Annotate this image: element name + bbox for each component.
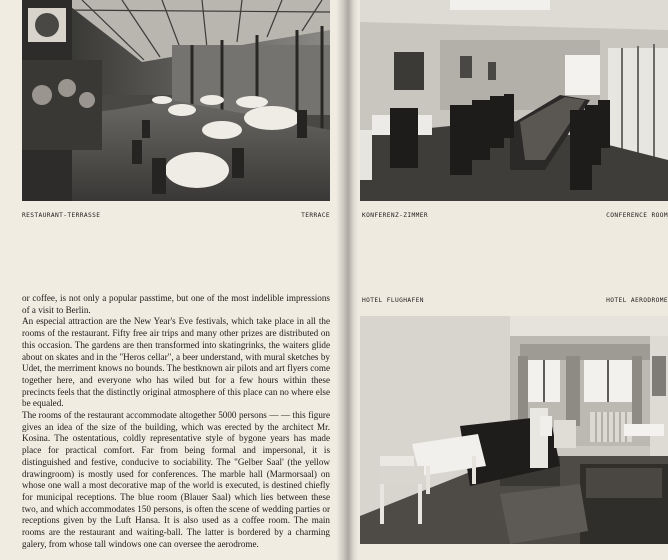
conference-room-photo: [360, 0, 668, 201]
right-page: [344, 0, 668, 560]
conference-caption-english: CONFERENCE ROOM: [606, 212, 668, 219]
article-text: [22, 293, 330, 550]
hotel-room-photo: [360, 316, 668, 544]
terrace-photo-illustration: [22, 0, 330, 201]
conference-room-illustration: [360, 0, 668, 201]
conference-caption-german: KONFERENZ-ZIMMER: [362, 212, 429, 219]
hotel-caption-german: HOTEL FLUGHAFEN: [362, 297, 424, 304]
hotel-caption-english: HOTEL AERODROME: [606, 297, 668, 304]
paragraph-2: An especial attraction are the New Year's Eve festivals, which take place in all the rooms of the restaurant. Fifty free air trips and many other prizes are distributed on this occasion. The gardens are then transformed into skatingrinks, the waiters glide about on skates and in the "Heros cellar", a beer understand, with mural sketches by Udet, the merriment knows no bounds. The bestknown air pilots and art flyers come together here, and everyone who has wiled but for a few hours within these precincts feels that the distinctly original atmosphere of this place can no where else be equaled.: [22, 316, 330, 409]
paragraph-1: or coffee, is not only a popular passtime, but one of the most indelible impressions of a visit to Berlin.: [22, 293, 330, 315]
terrace-caption-english: TERRACE: [301, 212, 330, 219]
paragraph-3: The rooms of the restaurant accommodate altogether 5000 persons — — this figure gives an idea of the size of the building, which was erected by the architect Mr. Kosina. The ostentatious, coldly representative style of bygone years has made place for practical comfort. Far from being formal and impersonal, it is distinguished and festive, conducive to sociability. The "Gelber Saal' (the yellow drawingroom) is mostly used for conferences. The marble hall (Marmorsaal) on whose one wall a most decorative map of the world is executed, is destined chiefly for municipal receptions. The blue room (Blauer Saal) which lies between these two, and which accommodates 150 persons, is often the scene of wedding parties or receptions given by the Luft Hansa. It is also used as a coffee room. The main rooms are the restaurant and waiting-ball. The latter is bordered by a charming galery, from whose tall windows one can oversee the aerodrome.: [22, 410, 330, 549]
hotel-room-illustration: [360, 316, 668, 544]
terrace-photo: [22, 0, 330, 201]
terrace-caption-german: RESTAURANT-TERRASSE: [22, 212, 101, 219]
